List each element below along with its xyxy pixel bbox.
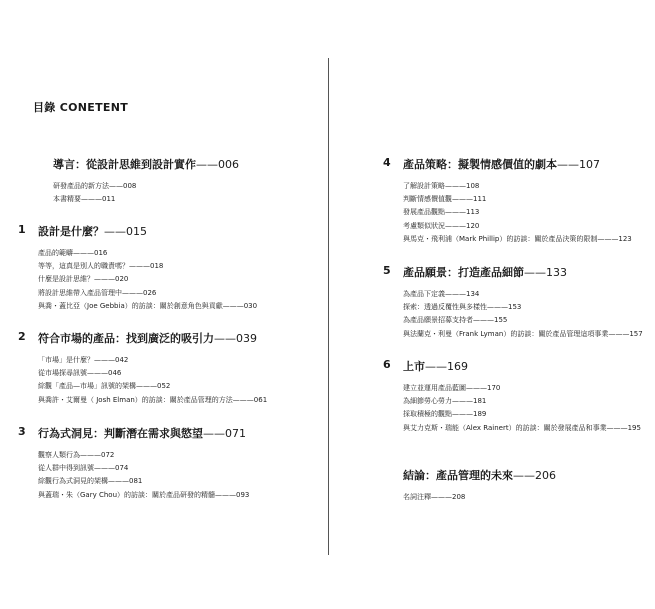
chapter-page: ——006 [196, 158, 239, 171]
toc-entry: 名詞注釋———208 [403, 493, 466, 501]
chapter-page: ——206 [513, 469, 556, 482]
toc-entry: 觀察人類行為———072 [38, 451, 115, 459]
toc-entry: 從市場探尋訊號———046 [38, 369, 122, 378]
toc-entry: 探索：透過反覆性與多樣性———153 [403, 303, 522, 312]
chapter-items [403, 491, 465, 504]
chapter-title: 行為式洞見：判斷潛在需求與慾望 [38, 427, 203, 440]
toc-entry: 採取積極的觀點———189 [403, 410, 487, 419]
chapter-items [403, 382, 641, 435]
chapter-heading [403, 358, 468, 374]
chapter-title: 設計是什麼？ [38, 225, 104, 238]
chapter-heading [38, 425, 246, 441]
toc-entry: 與馬克・飛利浦（Mark Phillip）的訪談：關於產品決策的限制———123 [403, 234, 632, 243]
chapter-heading [38, 330, 257, 346]
chapter-items [38, 247, 257, 313]
toc-entry: 為細節勞心勞力———181 [403, 397, 487, 406]
chapter-items [38, 354, 267, 407]
chapter-page: ——107 [557, 158, 600, 171]
chapter-heading [403, 467, 556, 483]
chapter-number: 4 [383, 156, 391, 169]
chapter-heading [403, 264, 567, 280]
toc-entry: 與喬許・艾爾曼（ Josh Elman）的訪談：關於產品管理的方法———061 [38, 395, 268, 404]
toc-entry: 什麼是設計思維？———020 [38, 275, 129, 284]
toc-entry: 與艾力克斯・瑞能（Alex Rainert）的訪談：關於發展產品和事業———195 [403, 423, 641, 432]
chapter-title: 導言：從設計思維到設計實作 [53, 158, 196, 171]
chapter-heading [38, 223, 147, 239]
toc-entry: 與蓋瑞・朱（Gary Chou）的訪談：關於產品研發的精髓———093 [38, 490, 250, 499]
chapter-number: 1 [18, 223, 26, 236]
chapter-number: 5 [383, 264, 391, 277]
chapter-title: 產品願景：打造產品細節 [403, 266, 524, 279]
toc-entry: 了解設計策略———108 [403, 182, 480, 190]
toc-entry: 與法蘭克・利曼（Frank Lyman）的訪談：關於產品管理這項事業———157 [403, 329, 643, 338]
toc-entry: 為產品下定義———134 [403, 290, 480, 298]
chapter-items [403, 288, 643, 341]
chapter-number: 2 [18, 330, 26, 343]
chapter-items [38, 449, 249, 502]
toc-entry: 綜觀「產品—市場」訊號的架構———052 [38, 382, 171, 391]
chapter-number: 3 [18, 425, 26, 438]
chapter-number: 6 [383, 358, 391, 371]
chapter-title: 結論：產品管理的未來 [403, 469, 513, 482]
chapter-heading [403, 156, 600, 172]
toc-entry: 考慮類似狀況———120 [403, 221, 480, 230]
toc-entry: 建立並運用產品藍圖———170 [403, 384, 501, 392]
chapter-page: ——015 [104, 225, 147, 238]
toc-entry: 將設計思維帶入產品管理中———026 [38, 288, 157, 297]
chapter-title: 產品策略：擬製情感價值的劇本 [403, 158, 557, 171]
toc-title: 目錄 CONETENT [33, 101, 129, 114]
toc-entry: 從人群中得到訊號———074 [38, 464, 129, 473]
chapter-page: ——071 [203, 427, 246, 440]
toc-entry: 研發產品的新方法——008 [53, 182, 137, 190]
toc-entry: 產品的範疇———016 [38, 249, 108, 257]
toc-entry: 等等，這真是別人的職責嗎？———018 [38, 262, 164, 271]
chapter-page: ——039 [214, 332, 257, 345]
chapter-heading [53, 156, 239, 172]
toc-entry: 與喬・蓋比亞（Joe Gebbia）的訪談：關於創意角色與貢獻———030 [38, 301, 258, 310]
toc-entry: 為產品願景招募支持者———155 [403, 316, 508, 325]
toc-entry: 本書精要———011 [53, 195, 116, 204]
toc-entry: 「市場」是什麼？———042 [38, 356, 129, 364]
page-gutter-divider [328, 58, 329, 555]
chapter-items [403, 180, 632, 246]
chapter-page: ——169 [425, 360, 468, 373]
toc-entry: 綜觀行為式洞見的架構———081 [38, 477, 143, 486]
chapter-title: 符合市場的產品：找到廣泛的吸引力 [38, 332, 214, 345]
chapter-items [53, 180, 136, 206]
toc-entry: 發展產品觀點———113 [403, 208, 480, 217]
chapter-page: ——133 [524, 266, 567, 279]
chapter-title: 上市 [403, 360, 425, 373]
toc-entry: 判斷情感價值觀———111 [403, 195, 487, 204]
